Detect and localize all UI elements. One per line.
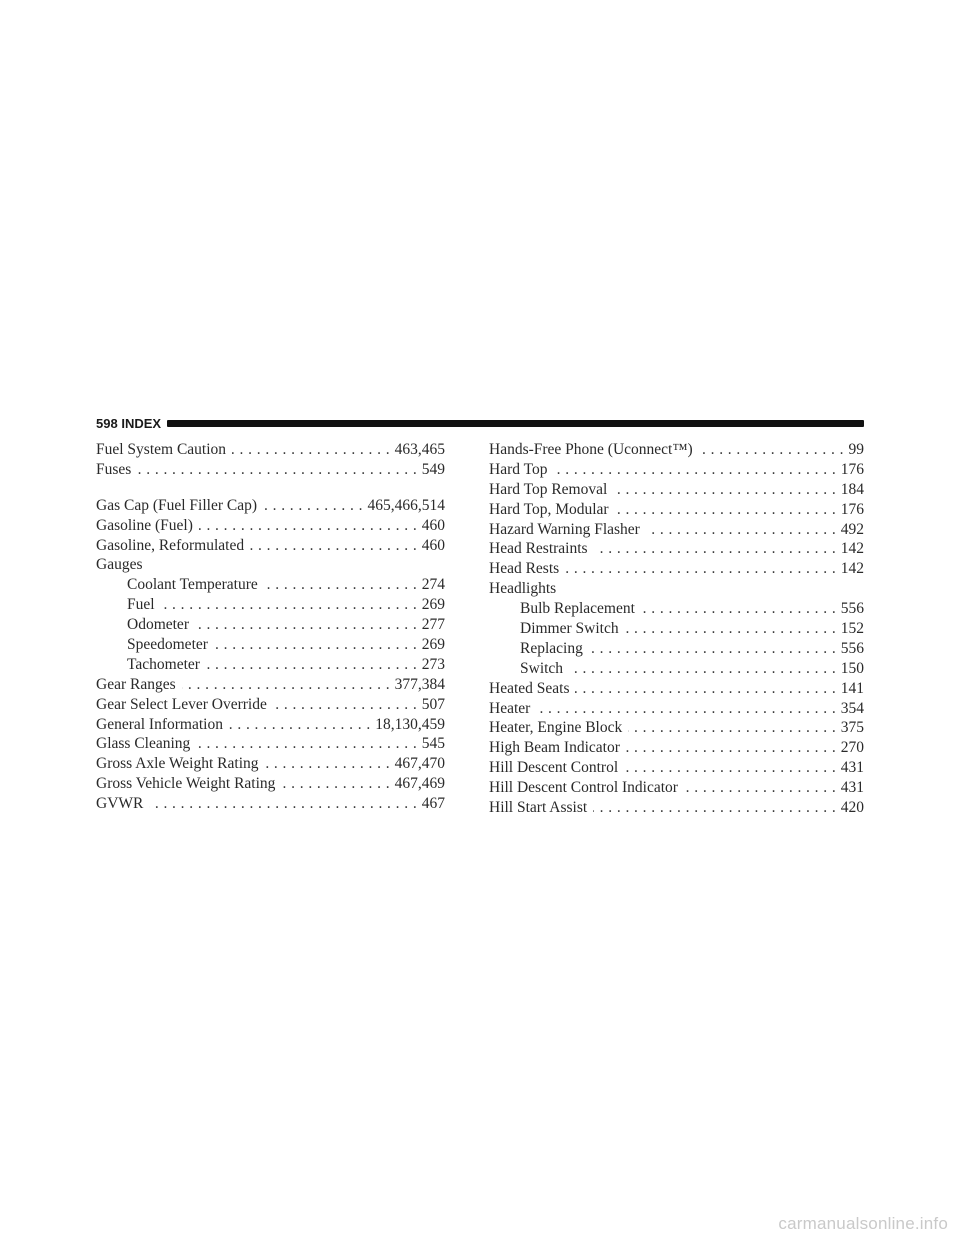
index-entry: Hazard Warning Flasher . . . 492 (489, 520, 864, 540)
index-entry: Heater . . . 354 (489, 699, 864, 719)
index-heading: Headlights (489, 580, 557, 598)
page-number: 598 (96, 415, 118, 431)
letter-gap (96, 480, 445, 496)
index-entry: Heater, Engine Block . . . 375 (489, 718, 864, 738)
index-entry: Head Restraints . . . 142 (489, 539, 864, 559)
watermark: carmanualsonline.info (778, 1214, 948, 1233)
index-entry: Gas Cap (Fuel Filler Cap) . . . 465,466,514 (96, 496, 445, 516)
page-header (96, 414, 864, 432)
index-entry: Hard Top Removal . . . 184 (489, 480, 864, 500)
index-entry: Gasoline, Reformulated . . . 460 (96, 536, 445, 556)
index-subentry: Fuel . . . 269 (96, 595, 445, 615)
index-subentry: Bulb Replacement . . . 556 (489, 599, 864, 619)
index-entry: Hard Top, Modular . . . 176 (489, 500, 864, 520)
index-entry: Glass Cleaning . . . 545 (96, 734, 445, 754)
index-entry: GVWR . . . 467 (96, 794, 445, 814)
index-entry: Gear Select Lever Override . . . 507 (96, 695, 445, 715)
index-subentry: Replacing . . . 556 (489, 639, 864, 659)
index-subentry: Switch . . . 150 (489, 659, 864, 679)
index-entry: Hands-Free Phone (Uconnect™) . . . 99 (489, 440, 864, 460)
index-entry: High Beam Indicator . . . 270 (489, 738, 864, 758)
index-subentry: Tachometer . . . 273 (96, 655, 445, 675)
index-entry: General Information . . . 18,130,459 (96, 715, 445, 735)
index-entry: Fuel System Caution . . . 463,465 (96, 440, 445, 460)
index-subentry: Coolant Temperature . . . 274 (96, 575, 445, 595)
index-entry: Gross Vehicle Weight Rating . . . 467,469 (96, 774, 445, 794)
index-subentry: Dimmer Switch . . . 152 (489, 619, 864, 639)
index-entry: Gross Axle Weight Rating . . . 467,470 (96, 754, 445, 774)
index-entry: Hill Descent Control . . . 431 (489, 758, 864, 778)
index-subentry: Speedometer . . . 269 (96, 635, 445, 655)
section-title: INDEX (121, 415, 162, 431)
index-entry: Heated Seats . . . 141 (489, 679, 864, 699)
index-entry: Hill Start Assist . . . 420 (489, 798, 864, 818)
index-entry: Hard Top . . . 176 (489, 460, 864, 480)
index-entry: Gear Ranges . . . 377,384 (96, 675, 445, 695)
index-subentry: Odometer . . . 277 (96, 615, 445, 635)
index-entry: Gasoline (Fuel) . . . 460 (96, 516, 445, 536)
index-heading: Gauges (96, 556, 143, 574)
index-column-left (96, 440, 445, 814)
index-column-right (489, 440, 864, 818)
index-entry: Fuses . . . 549 (96, 460, 445, 480)
header-rule (167, 420, 864, 427)
index-entry: Hill Descent Control Indicator . . . 431 (489, 778, 864, 798)
page-header-label (96, 416, 167, 431)
index-entry: Head Rests . . . 142 (489, 559, 864, 579)
